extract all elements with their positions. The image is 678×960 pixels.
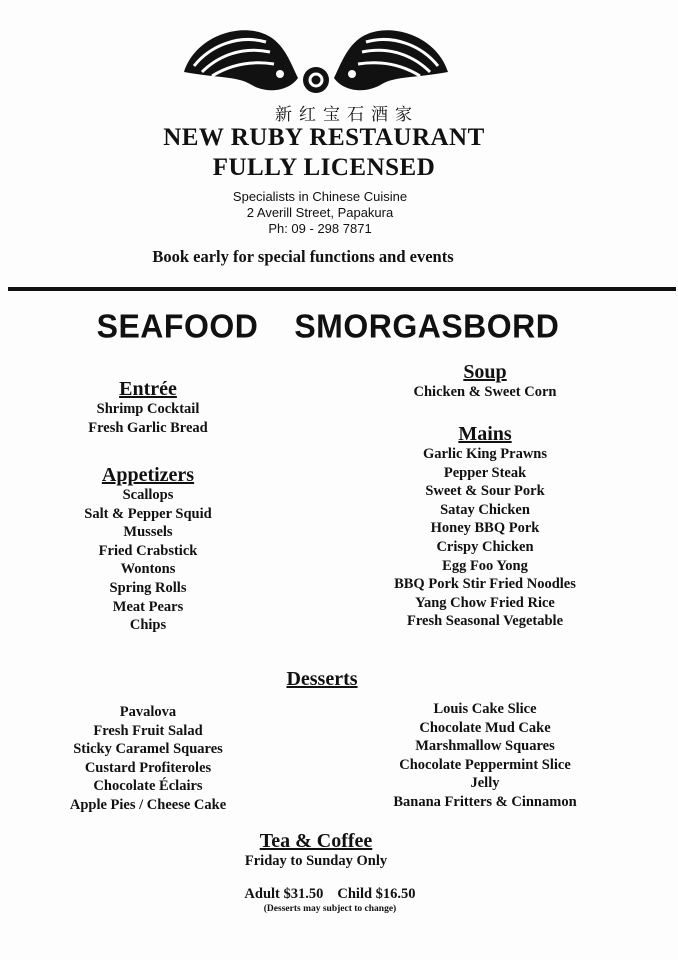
appetizers-heading: Appetizers (101, 464, 195, 486)
list-item: Fried Crabstick (98, 542, 198, 559)
list-item: Custard Profiteroles (84, 759, 212, 776)
list-item: Fresh Fruit Salad (93, 722, 203, 739)
list-item: Pavalova (119, 704, 177, 720)
mains-heading: Mains (458, 423, 512, 445)
twin-koi-fish-logo (176, 14, 456, 106)
booking-note: Book early for special functions and events (152, 247, 454, 266)
tea-coffee-heading: Tea & Coffee (259, 830, 373, 852)
list-item: Egg Foo Yong (442, 557, 528, 574)
desserts-heading: Desserts (286, 668, 358, 690)
address-line: 2 Averill Street, Papakura (246, 205, 394, 220)
list-item: Chicken & Sweet Corn (413, 384, 557, 400)
list-item: Sticky Caramel Squares (73, 741, 223, 758)
desserts-right-list (385, 700, 585, 812)
entree-heading: Entrée (119, 378, 177, 400)
mains-section (385, 423, 585, 631)
list-item: Jelly (470, 775, 500, 792)
list-item: Chocolate Mud Cake (419, 719, 551, 736)
desserts-left-list (48, 703, 248, 815)
list-item: Garlic King Prawns (422, 446, 548, 462)
price-line (130, 886, 530, 903)
list-item: Chips (129, 617, 167, 634)
list-item: Chocolate Éclairs (93, 778, 203, 795)
specialty-line: Specialists in Chinese Cuisine (232, 189, 408, 204)
entree-section (48, 378, 248, 437)
list-item: Fresh Garlic Bread (88, 419, 208, 436)
divider (8, 287, 676, 291)
menu-title-word2: SMORGASBORD (294, 307, 560, 345)
list-item: Sweet & Sour Pork (425, 483, 545, 500)
list-item: Crispy Chicken (436, 538, 534, 555)
list-item: Mussels (123, 524, 173, 541)
license-line: FULLY LICENSED (212, 154, 436, 181)
child-price: Child $16.50 (337, 886, 416, 902)
list-item: Shrimp Cocktail (96, 401, 200, 417)
soup-section (385, 361, 585, 402)
list-item: Satay Chicken (440, 501, 530, 518)
list-item: BBQ Pork Stir Fried Noodles (394, 576, 576, 593)
list-item: Fresh Seasonal Vegetable (406, 613, 564, 630)
list-item: Meat Pears (112, 598, 184, 615)
list-item: Marshmallow Squares (415, 738, 555, 755)
menu-title (0, 308, 656, 345)
soup-heading: Soup (463, 361, 507, 383)
tea-coffee-section (216, 830, 416, 871)
phone-line: Ph: 09 - 298 7871 (268, 221, 372, 236)
list-item: Apple Pies / Cheese Cake (69, 796, 227, 813)
dessert-disclaimer: (Desserts may subject to change) (263, 904, 397, 914)
pricing-section (130, 886, 530, 915)
list-item: Pepper Steak (443, 464, 527, 481)
chinese-restaurant-name: 新红宝石酒家 (275, 105, 419, 125)
list-item: Salt & Pepper Squid (84, 505, 212, 522)
appetizers-section (48, 464, 248, 635)
list-item: Chocolate Peppermint Slice (399, 756, 571, 773)
list-item: Honey BBQ Pork (430, 520, 540, 537)
list-item: Yang Chow Fried Rice (415, 594, 555, 611)
list-item: Banana Fritters & Cinnamon (393, 793, 577, 810)
tea-coffee-note: Friday to Sunday Only (244, 853, 388, 869)
list-item: Louis Cake Slice (433, 701, 537, 717)
menu-title-word1: SEAFOOD (96, 307, 259, 345)
desserts-section (222, 668, 422, 690)
adult-price: Adult $31.50 (244, 886, 324, 902)
list-item: Spring Rolls (109, 579, 187, 596)
list-item: Scallops (122, 487, 174, 503)
restaurant-name: NEW RUBY RESTAURANT (163, 124, 485, 151)
list-item: Wontons (120, 561, 176, 578)
